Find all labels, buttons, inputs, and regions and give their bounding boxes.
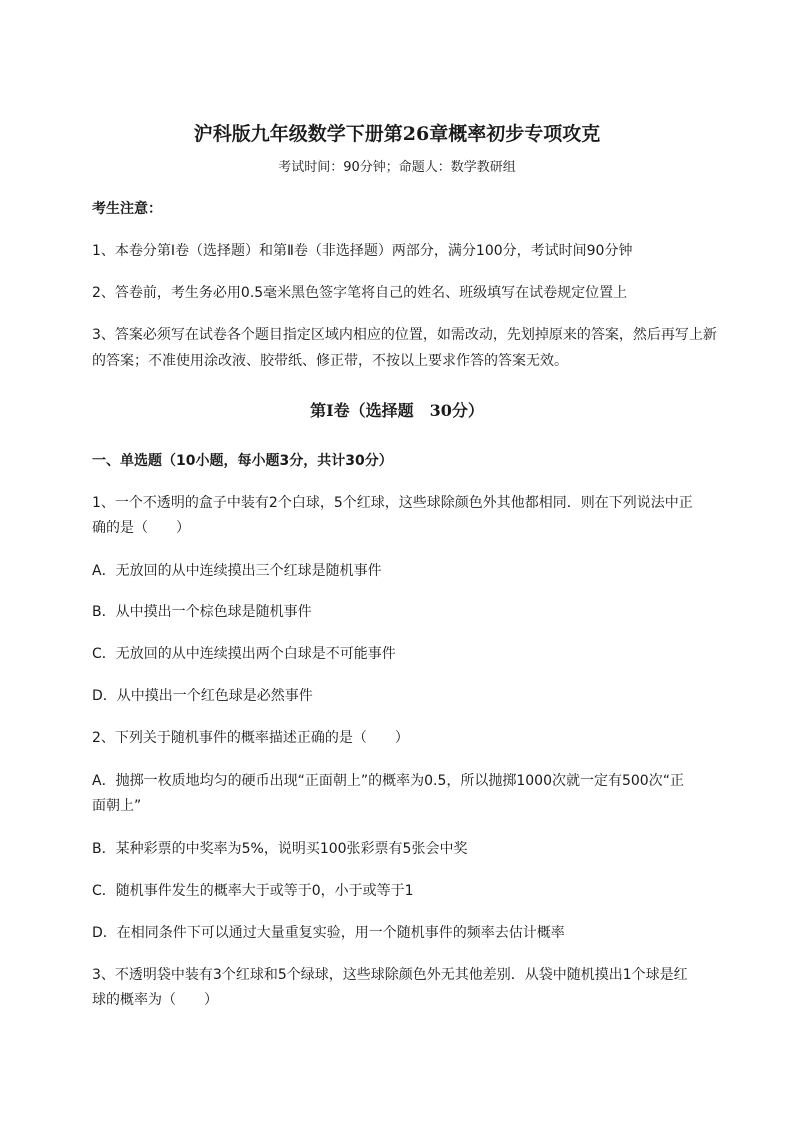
notice-item-1: 1、本卷分第I卷（选择题）和第Ⅱ卷（非选择题）两部分，满分100分，考试时间90分钟	[92, 243, 633, 259]
notice-item-2: 2、答卷前，考生务必用0.5毫米黑色签字笔将自己的姓名、班级填写在试卷规定位置上	[92, 285, 628, 301]
question-stem-cont: 球的概率为（ ）	[92, 992, 218, 1008]
notice-item-3-cont: 的答案；不准使用涂改液、胶带纸、修正带，不按以上要求作答的答案无效。	[92, 353, 568, 369]
part-heading: 一、单选题（10小题，每小题3分，共计30分）	[92, 453, 393, 469]
option-d: D．在相同条件下可以通过大量重复实验，用一个随机事件的频率去估计概率	[92, 925, 565, 941]
notice-heading: 考生注意：	[92, 201, 162, 217]
option-a-cont: 面朝上”	[92, 798, 142, 814]
section-heading: 第I卷（选择题 30分）	[310, 401, 484, 420]
question-stem: 1、一个不透明的盒子中装有2个白球，5个红球，这些球除颜色外其他都相同．则在下列说法中正	[92, 495, 693, 511]
option-b: B．从中摸出一个棕色球是随机事件	[92, 604, 312, 620]
option-a: A．无放回的从中连续摸出三个红球是随机事件	[92, 563, 382, 579]
question-stem: 3、不透明袋中装有3个红球和5个绿球，这些球除颜色外无其他差别．从袋中随机摸出1个球是红	[92, 967, 688, 983]
question-stem: 2、下列关于随机事件的概率描述正确的是（ ）	[92, 730, 409, 746]
option-a: A．抛掷一枚质地均匀的硬币出现“正面朝上”的概率为0.5，所以抛掷1000次就一定有500次“正	[92, 773, 684, 789]
option-d: D．从中摸出一个红色球是必然事件	[92, 688, 313, 704]
exam-info: 考试时间：90分钟；命题人：数学教研组	[278, 160, 516, 175]
page-title: 沪科版九年级数学下册第26章概率初步专项攻克	[193, 123, 601, 145]
notice-item-3: 3、答案必须写在试卷各个题目指定区域内相应的位置，如需改动，先划掉原来的答案，然后再写上新	[92, 327, 717, 343]
question-stem-cont: 确的是（ ）	[92, 520, 190, 536]
option-b: B．某种彩票的中奖率为5%，说明买100张彩票有5张会中奖	[92, 841, 468, 857]
option-c: C．无放回的从中连续摸出两个白球是不可能事件	[92, 646, 396, 662]
option-c: C．随机事件发生的概率大于或等于0，小于或等于1	[92, 883, 414, 899]
